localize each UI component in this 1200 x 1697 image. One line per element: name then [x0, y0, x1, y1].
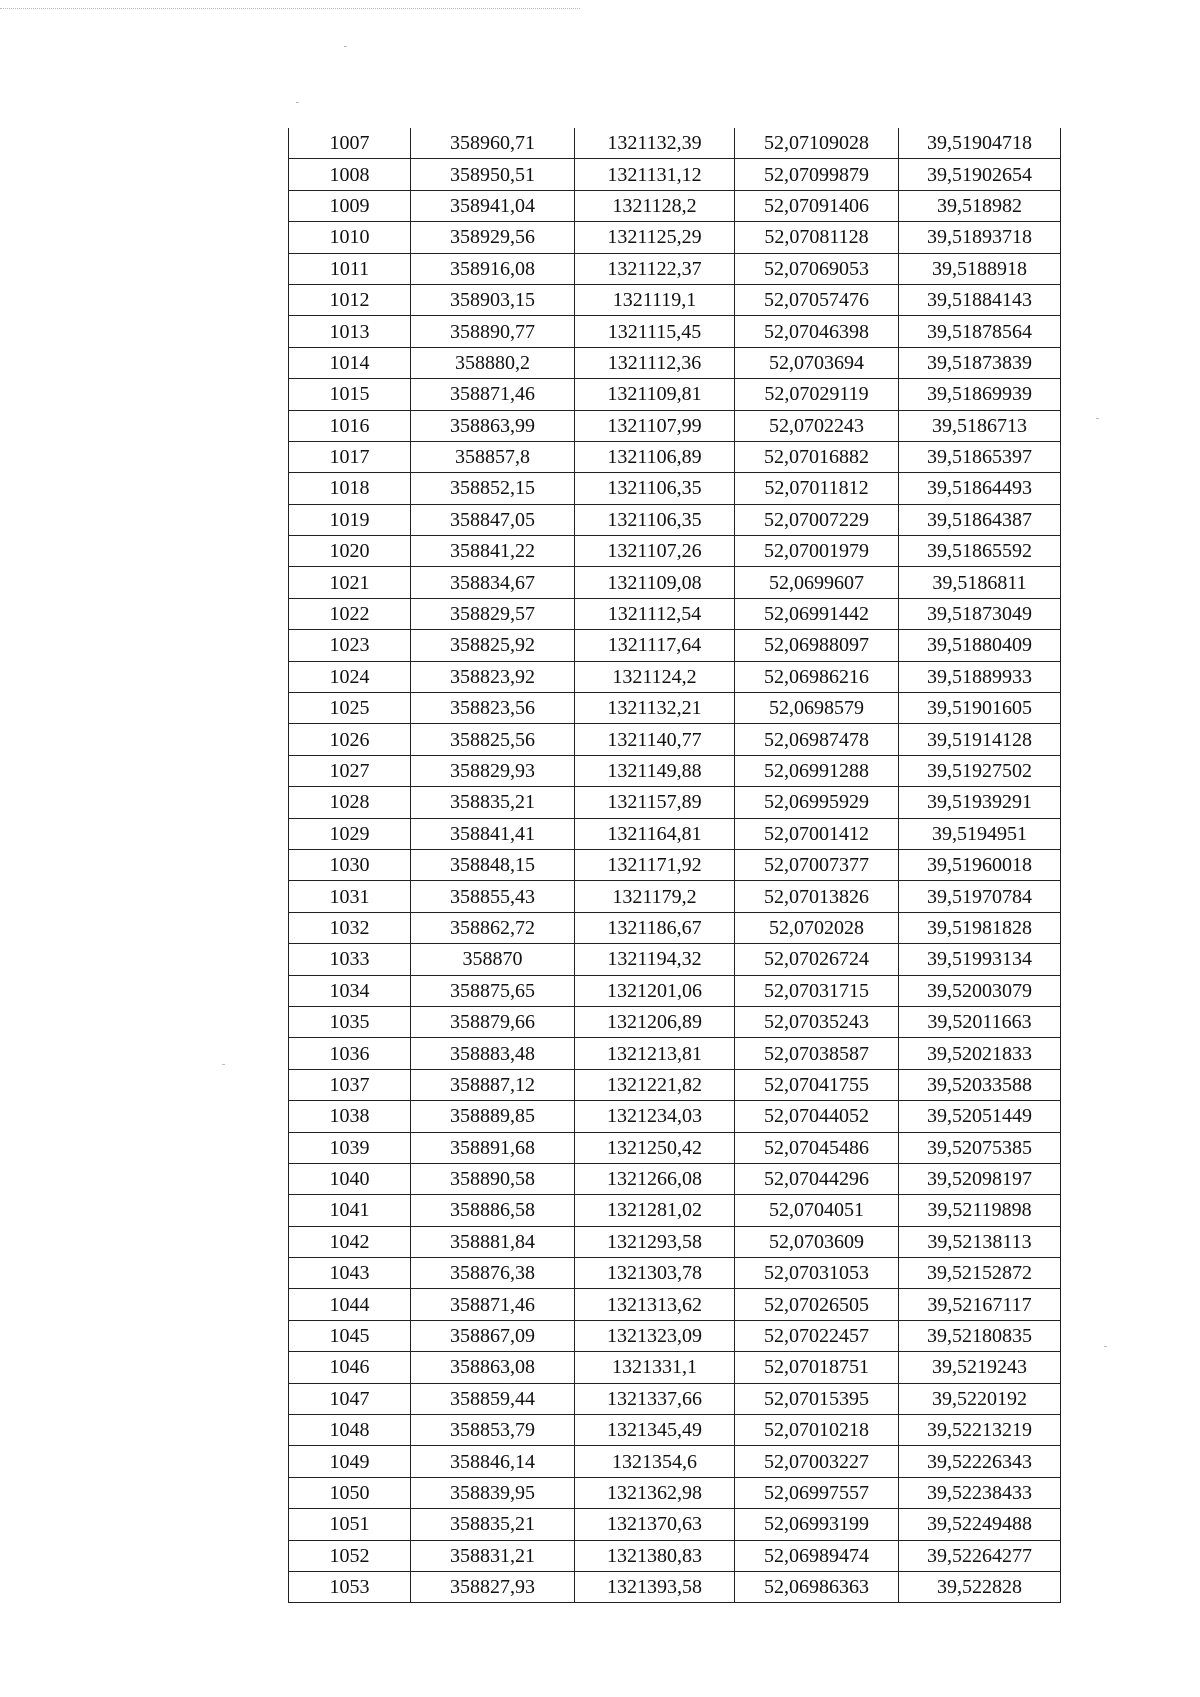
table-row [289, 1226, 1061, 1257]
x-coordinate-cell: 358863,08 [411, 1352, 575, 1383]
y-coordinate-cell: 1321345,49 [575, 1415, 735, 1446]
table-row [289, 536, 1061, 567]
latitude-cell: 52,07069053 [735, 253, 899, 284]
longitude-cell: 39,522828 [899, 1571, 1061, 1602]
latitude-cell: 52,07007377 [735, 849, 899, 880]
point-number-cell: 1051 [289, 1509, 411, 1540]
table-row [289, 598, 1061, 629]
longitude-cell: 39,51904718 [899, 128, 1061, 159]
longitude-cell: 39,51865397 [899, 441, 1061, 472]
y-coordinate-cell: 1321201,06 [575, 975, 735, 1006]
latitude-cell: 52,0704051 [735, 1195, 899, 1226]
latitude-cell: 52,07099879 [735, 159, 899, 190]
point-number-cell: 1022 [289, 598, 411, 629]
latitude-cell: 52,06993199 [735, 1509, 899, 1540]
latitude-cell: 52,07081128 [735, 222, 899, 253]
scan-edge-line [0, 8, 580, 9]
latitude-cell: 52,0699607 [735, 567, 899, 598]
longitude-cell: 39,51981828 [899, 912, 1061, 943]
point-number-cell: 1033 [289, 944, 411, 975]
x-coordinate-cell: 358871,46 [411, 1289, 575, 1320]
y-coordinate-cell: 1321313,62 [575, 1289, 735, 1320]
point-number-cell: 1030 [289, 849, 411, 880]
y-coordinate-cell: 1321107,99 [575, 410, 735, 441]
table-row [289, 818, 1061, 849]
x-coordinate-cell: 358835,21 [411, 1509, 575, 1540]
latitude-cell: 52,07044052 [735, 1101, 899, 1132]
y-coordinate-cell: 1321140,77 [575, 724, 735, 755]
longitude-cell: 39,52213219 [899, 1415, 1061, 1446]
latitude-cell: 52,06986216 [735, 661, 899, 692]
latitude-cell: 52,07031715 [735, 975, 899, 1006]
x-coordinate-cell: 358883,48 [411, 1038, 575, 1069]
point-number-cell: 1011 [289, 253, 411, 284]
point-number-cell: 1048 [289, 1415, 411, 1446]
table-row [289, 159, 1061, 190]
longitude-cell: 39,52238433 [899, 1477, 1061, 1508]
x-coordinate-cell: 358916,08 [411, 253, 575, 284]
y-coordinate-cell: 1321107,26 [575, 536, 735, 567]
y-coordinate-cell: 1321106,35 [575, 504, 735, 535]
point-number-cell: 1036 [289, 1038, 411, 1069]
x-coordinate-cell: 358855,43 [411, 881, 575, 912]
table-row [289, 1320, 1061, 1351]
longitude-cell: 39,51927502 [899, 755, 1061, 786]
longitude-cell: 39,51993134 [899, 944, 1061, 975]
x-coordinate-cell: 358890,77 [411, 316, 575, 347]
point-number-cell: 1053 [289, 1571, 411, 1602]
y-coordinate-cell: 1321157,89 [575, 787, 735, 818]
y-coordinate-cell: 1321194,32 [575, 944, 735, 975]
longitude-cell: 39,51873839 [899, 347, 1061, 378]
longitude-cell: 39,52098197 [899, 1163, 1061, 1194]
point-number-cell: 1050 [289, 1477, 411, 1508]
table-row [289, 1415, 1061, 1446]
table-row [289, 1289, 1061, 1320]
point-number-cell: 1049 [289, 1446, 411, 1477]
longitude-cell: 39,5186713 [899, 410, 1061, 441]
latitude-cell: 52,07045486 [735, 1132, 899, 1163]
latitude-cell: 52,0703609 [735, 1226, 899, 1257]
longitude-cell: 39,52180835 [899, 1320, 1061, 1351]
x-coordinate-cell: 358831,21 [411, 1540, 575, 1571]
x-coordinate-cell: 358863,99 [411, 410, 575, 441]
point-number-cell: 1040 [289, 1163, 411, 1194]
point-number-cell: 1041 [289, 1195, 411, 1226]
point-number-cell: 1027 [289, 755, 411, 786]
table-row [289, 1101, 1061, 1132]
latitude-cell: 52,07001979 [735, 536, 899, 567]
y-coordinate-cell: 1321323,09 [575, 1320, 735, 1351]
table-row [289, 190, 1061, 221]
y-coordinate-cell: 1321370,63 [575, 1509, 735, 1540]
point-number-cell: 1016 [289, 410, 411, 441]
table-row [289, 473, 1061, 504]
table-row [289, 128, 1061, 159]
table-row [289, 912, 1061, 943]
y-coordinate-cell: 1321213,81 [575, 1038, 735, 1069]
y-coordinate-cell: 1321337,66 [575, 1383, 735, 1414]
table-row [289, 1383, 1061, 1414]
latitude-cell: 52,06989474 [735, 1540, 899, 1571]
latitude-cell: 52,07031053 [735, 1258, 899, 1289]
table-row [289, 253, 1061, 284]
latitude-cell: 52,07109028 [735, 128, 899, 159]
table-row [289, 316, 1061, 347]
longitude-cell: 39,51864387 [899, 504, 1061, 535]
y-coordinate-cell: 1321112,36 [575, 347, 735, 378]
longitude-cell: 39,51902654 [899, 159, 1061, 190]
point-number-cell: 1039 [289, 1132, 411, 1163]
longitude-cell: 39,52226343 [899, 1446, 1061, 1477]
y-coordinate-cell: 1321109,81 [575, 379, 735, 410]
latitude-cell: 52,07046398 [735, 316, 899, 347]
table-row [289, 222, 1061, 253]
table-row [289, 1352, 1061, 1383]
point-number-cell: 1017 [289, 441, 411, 472]
table-row [289, 1571, 1061, 1602]
coordinates-table-body [289, 128, 1061, 1603]
longitude-cell: 39,51893718 [899, 222, 1061, 253]
point-number-cell: 1028 [289, 787, 411, 818]
latitude-cell: 52,07035243 [735, 1006, 899, 1037]
latitude-cell: 52,07010218 [735, 1415, 899, 1446]
y-coordinate-cell: 1321119,1 [575, 284, 735, 315]
x-coordinate-cell: 358876,38 [411, 1258, 575, 1289]
y-coordinate-cell: 1321331,1 [575, 1352, 735, 1383]
x-coordinate-cell: 358857,8 [411, 441, 575, 472]
point-number-cell: 1019 [289, 504, 411, 535]
longitude-cell: 39,52051449 [899, 1101, 1061, 1132]
point-number-cell: 1052 [289, 1540, 411, 1571]
table-row [289, 1540, 1061, 1571]
y-coordinate-cell: 1321354,6 [575, 1446, 735, 1477]
point-number-cell: 1031 [289, 881, 411, 912]
x-coordinate-cell: 358950,51 [411, 159, 575, 190]
longitude-cell: 39,52138113 [899, 1226, 1061, 1257]
table-row [289, 1477, 1061, 1508]
longitude-cell: 39,51889933 [899, 661, 1061, 692]
x-coordinate-cell: 358853,79 [411, 1415, 575, 1446]
longitude-cell: 39,52021833 [899, 1038, 1061, 1069]
x-coordinate-cell: 358825,56 [411, 724, 575, 755]
latitude-cell: 52,06995929 [735, 787, 899, 818]
longitude-cell: 39,51960018 [899, 849, 1061, 880]
scan-speck [222, 1064, 225, 1065]
x-coordinate-cell: 358871,46 [411, 379, 575, 410]
latitude-cell: 52,07026505 [735, 1289, 899, 1320]
point-number-cell: 1045 [289, 1320, 411, 1351]
latitude-cell: 52,07013826 [735, 881, 899, 912]
longitude-cell: 39,51970784 [899, 881, 1061, 912]
longitude-cell: 39,52003079 [899, 975, 1061, 1006]
point-number-cell: 1018 [289, 473, 411, 504]
latitude-cell: 52,07057476 [735, 284, 899, 315]
x-coordinate-cell: 358825,92 [411, 630, 575, 661]
longitude-cell: 39,52249488 [899, 1509, 1061, 1540]
x-coordinate-cell: 358847,05 [411, 504, 575, 535]
point-number-cell: 1012 [289, 284, 411, 315]
table-row [289, 1132, 1061, 1163]
longitude-cell: 39,5219243 [899, 1352, 1061, 1383]
y-coordinate-cell: 1321250,42 [575, 1132, 735, 1163]
table-row [289, 849, 1061, 880]
point-number-cell: 1035 [289, 1006, 411, 1037]
table-row [289, 944, 1061, 975]
point-number-cell: 1043 [289, 1258, 411, 1289]
x-coordinate-cell: 358960,71 [411, 128, 575, 159]
y-coordinate-cell: 1321362,98 [575, 1477, 735, 1508]
longitude-cell: 39,51880409 [899, 630, 1061, 661]
x-coordinate-cell: 358835,21 [411, 787, 575, 818]
y-coordinate-cell: 1321132,21 [575, 693, 735, 724]
longitude-cell: 39,52033588 [899, 1069, 1061, 1100]
longitude-cell: 39,52119898 [899, 1195, 1061, 1226]
latitude-cell: 52,07091406 [735, 190, 899, 221]
y-coordinate-cell: 1321106,89 [575, 441, 735, 472]
x-coordinate-cell: 358862,72 [411, 912, 575, 943]
table-row [289, 504, 1061, 535]
latitude-cell: 52,07038587 [735, 1038, 899, 1069]
table-row [289, 1195, 1061, 1226]
scan-speck [296, 102, 299, 103]
x-coordinate-cell: 358886,58 [411, 1195, 575, 1226]
table-row [289, 1446, 1061, 1477]
longitude-cell: 39,5220192 [899, 1383, 1061, 1414]
x-coordinate-cell: 358827,93 [411, 1571, 575, 1602]
latitude-cell: 52,0703694 [735, 347, 899, 378]
y-coordinate-cell: 1321179,2 [575, 881, 735, 912]
point-number-cell: 1034 [289, 975, 411, 1006]
latitude-cell: 52,07015395 [735, 1383, 899, 1414]
latitude-cell: 52,0702028 [735, 912, 899, 943]
longitude-cell: 39,5186811 [899, 567, 1061, 598]
table-row [289, 881, 1061, 912]
x-coordinate-cell: 358829,93 [411, 755, 575, 786]
scan-speck [1104, 1346, 1107, 1347]
x-coordinate-cell: 358891,68 [411, 1132, 575, 1163]
scan-speck [1096, 418, 1099, 419]
latitude-cell: 52,07041755 [735, 1069, 899, 1100]
point-number-cell: 1026 [289, 724, 411, 755]
x-coordinate-cell: 358881,84 [411, 1226, 575, 1257]
table-row [289, 693, 1061, 724]
point-number-cell: 1010 [289, 222, 411, 253]
point-number-cell: 1020 [289, 536, 411, 567]
latitude-cell: 52,07022457 [735, 1320, 899, 1351]
longitude-cell: 39,51869939 [899, 379, 1061, 410]
point-number-cell: 1044 [289, 1289, 411, 1320]
coordinates-table [288, 128, 1061, 1603]
table-row [289, 1069, 1061, 1100]
latitude-cell: 52,0698579 [735, 693, 899, 724]
latitude-cell: 52,06987478 [735, 724, 899, 755]
x-coordinate-cell: 358941,04 [411, 190, 575, 221]
y-coordinate-cell: 1321171,92 [575, 849, 735, 880]
scan-speck [344, 46, 347, 47]
y-coordinate-cell: 1321266,08 [575, 1163, 735, 1194]
x-coordinate-cell: 358823,92 [411, 661, 575, 692]
point-number-cell: 1008 [289, 159, 411, 190]
latitude-cell: 52,07001412 [735, 818, 899, 849]
table-row [289, 661, 1061, 692]
latitude-cell: 52,06997557 [735, 1477, 899, 1508]
y-coordinate-cell: 1321122,37 [575, 253, 735, 284]
latitude-cell: 52,07011812 [735, 473, 899, 504]
latitude-cell: 52,07026724 [735, 944, 899, 975]
table-row [289, 284, 1061, 315]
table-row [289, 755, 1061, 786]
table-row [289, 724, 1061, 755]
x-coordinate-cell: 358823,56 [411, 693, 575, 724]
x-coordinate-cell: 358929,56 [411, 222, 575, 253]
longitude-cell: 39,51901605 [899, 693, 1061, 724]
point-number-cell: 1021 [289, 567, 411, 598]
longitude-cell: 39,51864493 [899, 473, 1061, 504]
y-coordinate-cell: 1321115,45 [575, 316, 735, 347]
x-coordinate-cell: 358875,65 [411, 975, 575, 1006]
x-coordinate-cell: 358829,57 [411, 598, 575, 629]
x-coordinate-cell: 358841,41 [411, 818, 575, 849]
y-coordinate-cell: 1321132,39 [575, 128, 735, 159]
x-coordinate-cell: 358879,66 [411, 1006, 575, 1037]
x-coordinate-cell: 358887,12 [411, 1069, 575, 1100]
x-coordinate-cell: 358880,2 [411, 347, 575, 378]
longitude-cell: 39,51873049 [899, 598, 1061, 629]
point-number-cell: 1024 [289, 661, 411, 692]
longitude-cell: 39,5188918 [899, 253, 1061, 284]
point-number-cell: 1014 [289, 347, 411, 378]
table-row [289, 1509, 1061, 1540]
latitude-cell: 52,06988097 [735, 630, 899, 661]
y-coordinate-cell: 1321393,58 [575, 1571, 735, 1602]
longitude-cell: 39,5194951 [899, 818, 1061, 849]
x-coordinate-cell: 358889,85 [411, 1101, 575, 1132]
y-coordinate-cell: 1321131,12 [575, 159, 735, 190]
table-row [289, 630, 1061, 661]
x-coordinate-cell: 358834,67 [411, 567, 575, 598]
latitude-cell: 52,0702243 [735, 410, 899, 441]
table-row [289, 567, 1061, 598]
table-row [289, 347, 1061, 378]
y-coordinate-cell: 1321293,58 [575, 1226, 735, 1257]
point-number-cell: 1047 [289, 1383, 411, 1414]
longitude-cell: 39,52264277 [899, 1540, 1061, 1571]
point-number-cell: 1029 [289, 818, 411, 849]
y-coordinate-cell: 1321128,2 [575, 190, 735, 221]
point-number-cell: 1042 [289, 1226, 411, 1257]
x-coordinate-cell: 358848,15 [411, 849, 575, 880]
y-coordinate-cell: 1321186,67 [575, 912, 735, 943]
latitude-cell: 52,06991442 [735, 598, 899, 629]
point-number-cell: 1046 [289, 1352, 411, 1383]
x-coordinate-cell: 358846,14 [411, 1446, 575, 1477]
longitude-cell: 39,52011663 [899, 1006, 1061, 1037]
point-number-cell: 1007 [289, 128, 411, 159]
y-coordinate-cell: 1321125,29 [575, 222, 735, 253]
latitude-cell: 52,07003227 [735, 1446, 899, 1477]
y-coordinate-cell: 1321149,88 [575, 755, 735, 786]
point-number-cell: 1015 [289, 379, 411, 410]
latitude-cell: 52,07044296 [735, 1163, 899, 1194]
x-coordinate-cell: 358890,58 [411, 1163, 575, 1194]
longitude-cell: 39,51939291 [899, 787, 1061, 818]
table-row [289, 441, 1061, 472]
latitude-cell: 52,07016882 [735, 441, 899, 472]
latitude-cell: 52,06986363 [735, 1571, 899, 1602]
x-coordinate-cell: 358841,22 [411, 536, 575, 567]
table-row [289, 975, 1061, 1006]
latitude-cell: 52,07018751 [735, 1352, 899, 1383]
point-number-cell: 1032 [289, 912, 411, 943]
y-coordinate-cell: 1321124,2 [575, 661, 735, 692]
y-coordinate-cell: 1321303,78 [575, 1258, 735, 1289]
longitude-cell: 39,52152872 [899, 1258, 1061, 1289]
table-row [289, 1163, 1061, 1194]
table-row [289, 787, 1061, 818]
y-coordinate-cell: 1321234,03 [575, 1101, 735, 1132]
y-coordinate-cell: 1321380,83 [575, 1540, 735, 1571]
point-number-cell: 1037 [289, 1069, 411, 1100]
y-coordinate-cell: 1321112,54 [575, 598, 735, 629]
point-number-cell: 1013 [289, 316, 411, 347]
point-number-cell: 1023 [289, 630, 411, 661]
longitude-cell: 39,51878564 [899, 316, 1061, 347]
point-number-cell: 1025 [289, 693, 411, 724]
table-row [289, 410, 1061, 441]
y-coordinate-cell: 1321221,82 [575, 1069, 735, 1100]
longitude-cell: 39,51914128 [899, 724, 1061, 755]
table-row [289, 379, 1061, 410]
y-coordinate-cell: 1321164,81 [575, 818, 735, 849]
x-coordinate-cell: 358859,44 [411, 1383, 575, 1414]
longitude-cell: 39,51865592 [899, 536, 1061, 567]
y-coordinate-cell: 1321106,35 [575, 473, 735, 504]
longitude-cell: 39,52075385 [899, 1132, 1061, 1163]
longitude-cell: 39,518982 [899, 190, 1061, 221]
latitude-cell: 52,07029119 [735, 379, 899, 410]
y-coordinate-cell: 1321109,08 [575, 567, 735, 598]
x-coordinate-cell: 358867,09 [411, 1320, 575, 1351]
point-number-cell: 1009 [289, 190, 411, 221]
longitude-cell: 39,52167117 [899, 1289, 1061, 1320]
point-number-cell: 1038 [289, 1101, 411, 1132]
table-row [289, 1258, 1061, 1289]
table-row [289, 1006, 1061, 1037]
y-coordinate-cell: 1321206,89 [575, 1006, 735, 1037]
longitude-cell: 39,51884143 [899, 284, 1061, 315]
latitude-cell: 52,06991288 [735, 755, 899, 786]
table-row [289, 1038, 1061, 1069]
x-coordinate-cell: 358870 [411, 944, 575, 975]
x-coordinate-cell: 358903,15 [411, 284, 575, 315]
x-coordinate-cell: 358852,15 [411, 473, 575, 504]
y-coordinate-cell: 1321281,02 [575, 1195, 735, 1226]
latitude-cell: 52,07007229 [735, 504, 899, 535]
x-coordinate-cell: 358839,95 [411, 1477, 575, 1508]
y-coordinate-cell: 1321117,64 [575, 630, 735, 661]
